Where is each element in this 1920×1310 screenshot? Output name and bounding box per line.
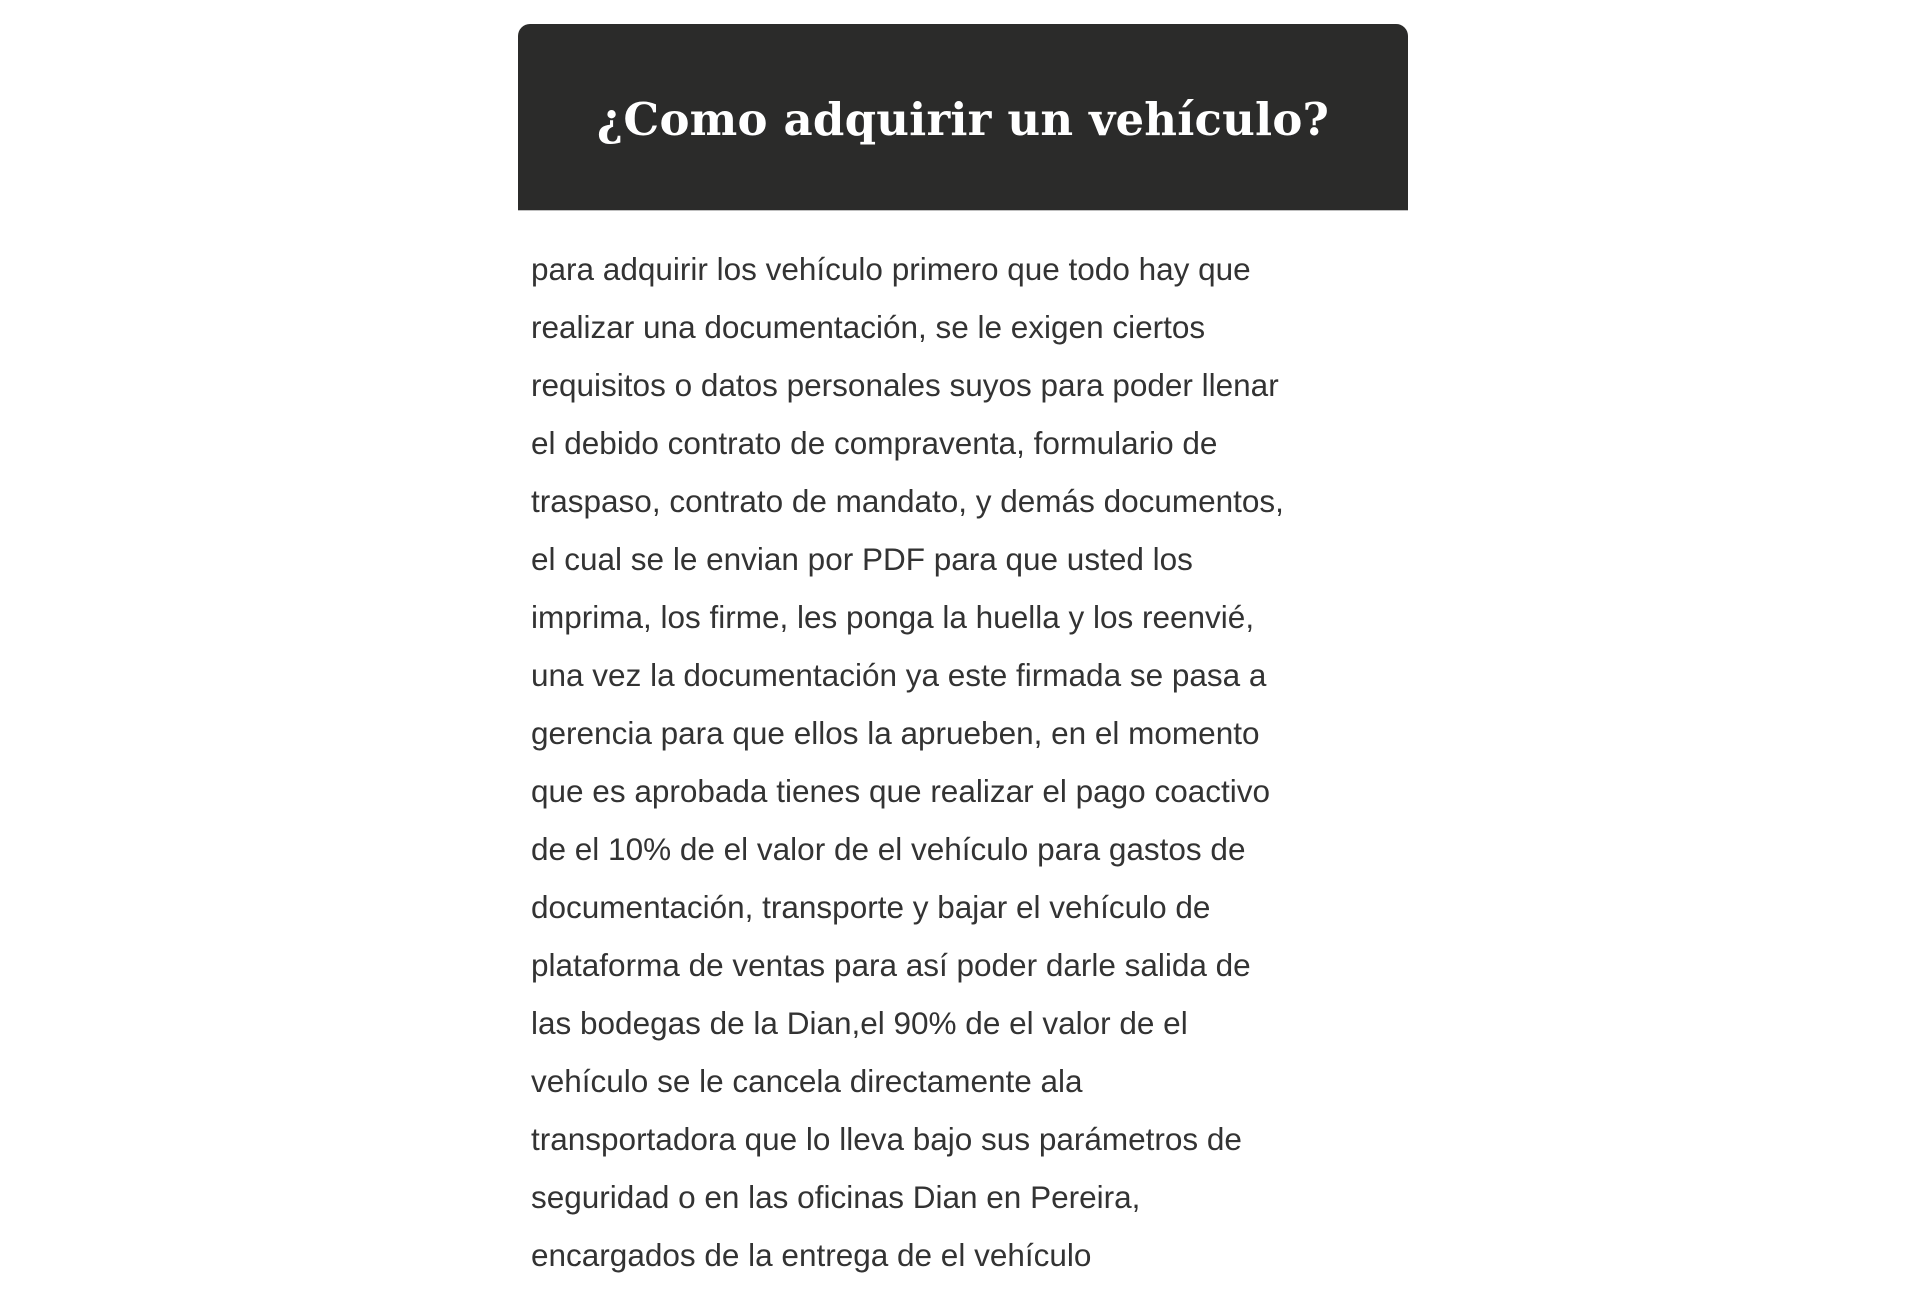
article-line: encargados de la entrega de el vehículo	[531, 1237, 1092, 1273]
article-line: traspaso, contrato de mandato, y demás documentos,	[531, 483, 1284, 519]
article-line: para adquirir los vehículo primero que todo hay que	[531, 251, 1251, 287]
article-body	[531, 240, 1401, 1284]
article-line: que es aprobada tienes que realizar el pago coactivo	[531, 773, 1271, 809]
article-line: el debido contrato de compraventa, formulario de	[531, 425, 1218, 461]
article-line: una vez la documentación ya este firmada se pasa a	[531, 657, 1267, 693]
title-banner	[518, 24, 1408, 210]
article-line: vehículo se le cancela directamente ala	[531, 1063, 1083, 1099]
article-line: las bodegas de la Dian,el 90% de el valor de el	[531, 1005, 1188, 1041]
article-line: seguridad o en las oficinas Dian en Pereira,	[531, 1179, 1141, 1215]
article-line: realizar una documentación, se le exigen ciertos	[531, 309, 1206, 345]
article-line: transportadora que lo lleva bajo sus parámetros de	[531, 1121, 1242, 1157]
article-line: requisitos o datos personales suyos para poder llenar	[531, 367, 1279, 403]
page-title: ¿Como adquirir un vehículo?	[596, 92, 1330, 146]
article-line: plataforma de ventas para así poder darle salida de	[531, 947, 1251, 983]
article-line: gerencia para que ellos la aprueben, en el momento	[531, 715, 1260, 751]
article-line: documentación, transporte y bajar el vehículo de	[531, 889, 1211, 925]
article-line: el cual se le envian por PDF para que usted los	[531, 541, 1193, 577]
article-line: de el 10% de el valor de el vehículo para gastos de	[531, 831, 1246, 867]
article-line: imprima, los firme, les ponga la huella y los reenvié,	[531, 599, 1255, 635]
